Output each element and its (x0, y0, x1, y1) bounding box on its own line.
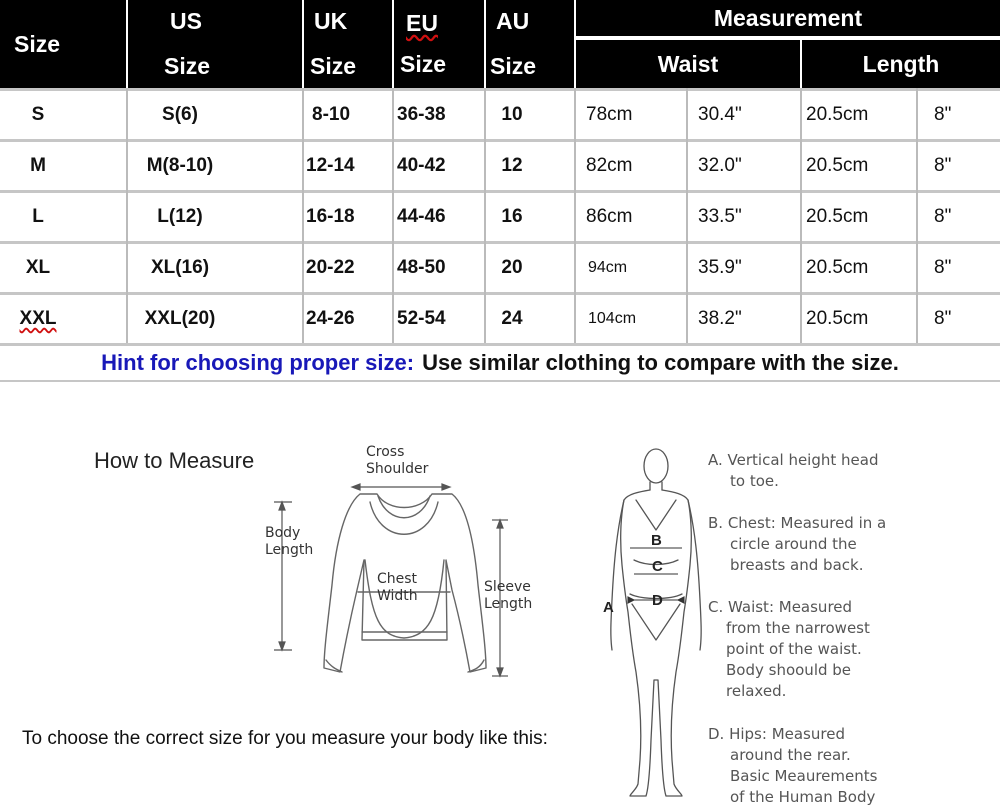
cross-shoulder-line2: Shoulder (366, 461, 429, 477)
table-cell-size (0, 295, 76, 343)
legend-d-line: around the rear. (730, 746, 851, 764)
hint-label: Hint for choosing proper size: (101, 350, 415, 375)
body-measure-figure (595, 440, 705, 805)
sleeve-length-line1: Sleeve (484, 579, 531, 595)
legend-c (708, 597, 870, 702)
table-cell-waist-in: 38.2" (698, 308, 742, 329)
table-cell-waist-cm: 78cm (586, 104, 633, 125)
header-waist: Waist (576, 40, 800, 88)
table-cell-waist-cm: 86cm (586, 206, 633, 227)
hint-text: Use similar clothing to compare with the size. (422, 350, 899, 375)
header-us (128, 0, 302, 88)
table-cell-waist-in: 30.4" (698, 104, 742, 125)
header-size: Size (0, 0, 126, 88)
legend-d (708, 724, 877, 805)
marker-d: D (652, 592, 663, 609)
table-cell-size: L (32, 206, 44, 227)
header-eu-line1: EU (406, 10, 438, 36)
table-cell-us: XL(16) (150, 257, 210, 278)
marker-c: C (652, 558, 663, 575)
header-us-line2: Size (164, 53, 211, 79)
table-cell-uk: 16-18 (306, 206, 355, 227)
table-cell-length-in: 8" (934, 206, 952, 227)
chest-width-label (377, 571, 418, 605)
marker-b: B (651, 532, 662, 549)
body-length-label (265, 525, 313, 559)
header-eu (394, 0, 484, 88)
sleeve-length-label (484, 579, 532, 613)
chest-width-line1: Chest (377, 571, 418, 587)
header-uk (304, 0, 392, 88)
table-cell-size: XL (25, 257, 51, 278)
table-cell-au: 12 (501, 155, 523, 176)
table-cell-au: 24 (501, 308, 523, 329)
header-uk-line2: Size (310, 53, 357, 79)
legend-b (708, 513, 886, 576)
header-divider (392, 0, 394, 88)
table-cell-waist-in: 33.5" (698, 206, 742, 227)
legend-c-line: Body shoould be (726, 661, 852, 679)
table-cell-length-in: 8" (934, 308, 952, 329)
table-cell-waist-cm: 94cm (588, 259, 628, 276)
table-cell-au: 20 (501, 257, 523, 278)
table-cell-eu: 36-38 (397, 104, 446, 125)
hint-divider (0, 380, 1000, 382)
table-cell-uk: 12-14 (306, 155, 355, 176)
table-cell-length-in: 8" (934, 257, 952, 278)
header-au-line1: AU (496, 8, 530, 34)
table-cell-size: M (30, 155, 46, 176)
header-divider (302, 0, 304, 88)
table-cell-size-text: XXL (19, 308, 57, 329)
header-divider (126, 0, 128, 88)
table-cell-uk: 24-26 (306, 308, 355, 329)
legend-d-line: Basic Meaurements (730, 767, 878, 785)
measure-instruction: To choose the correct size for you measure your body like this: (22, 728, 548, 749)
header-au (486, 0, 574, 88)
table-cell-uk: 8-10 (312, 104, 351, 125)
legend-d-line: of the Human Body (730, 788, 876, 805)
table-cell-length-cm: 20.5cm (806, 308, 869, 329)
header-divider (800, 40, 802, 88)
header-divider (484, 0, 486, 88)
header-length: Length (802, 40, 1000, 88)
body-length-line2: Length (265, 542, 314, 558)
table-cell-eu: 52-54 (397, 308, 446, 329)
header-divider (574, 0, 576, 88)
legend-a-line: A. Vertical height head (708, 451, 879, 469)
size-chart-table (0, 0, 1000, 340)
table-cell-waist-cm: 104cm (588, 310, 637, 327)
garment-measure-diagram (255, 440, 555, 700)
table-cell-us: L(12) (157, 206, 203, 227)
cross-shoulder-line1: Cross (366, 444, 405, 460)
legend-b-line: B. Chest: Measured in a (708, 514, 887, 532)
legend-c-line: relaxed. (726, 682, 787, 700)
header-uk-line1: UK (314, 8, 348, 34)
table-cell-eu: 40-42 (397, 155, 446, 176)
table-cell-length-cm: 20.5cm (806, 104, 869, 125)
table-cell-length-in: 8" (934, 104, 952, 125)
legend-b-line: breasts and back. (730, 556, 864, 574)
chest-width-line2: Width (377, 588, 418, 604)
table-cell-us: XXL(20) (144, 308, 216, 329)
table-cell-uk: 20-22 (306, 257, 355, 278)
header-divider (576, 37, 1000, 39)
header-measurement: Measurement (576, 0, 1000, 36)
table-cell-length-cm: 20.5cm (806, 155, 869, 176)
table-cell-length-cm: 20.5cm (806, 257, 869, 278)
how-to-measure-title: How to Measure (94, 448, 255, 473)
size-hint (0, 346, 1000, 380)
table-cell-eu: 48-50 (397, 257, 446, 278)
header-au-line2: Size (490, 53, 537, 79)
table-cell-waist-cm: 82cm (586, 155, 633, 176)
cross-shoulder-label (366, 444, 428, 478)
header-eu-line2: Size (400, 51, 447, 77)
table-cell-waist-in: 35.9" (698, 257, 742, 278)
table-cell-length-in: 8" (934, 155, 952, 176)
table-cell-eu: 44-46 (397, 206, 446, 227)
marker-a: A (603, 599, 614, 616)
legend-b-line: circle around the (730, 535, 857, 553)
legend-a (708, 450, 878, 492)
body-length-line1: Body (265, 525, 301, 541)
table-cell-au: 10 (501, 104, 523, 125)
legend-d-line: D. Hips: Measured (708, 725, 845, 743)
table-cell-us: S(6) (162, 104, 198, 125)
legend-c-line: C. Waist: Measured (708, 598, 853, 616)
table-cell-length-cm: 20.5cm (806, 206, 869, 227)
table-cell-size: S (31, 104, 45, 125)
header-us-line1: US (170, 8, 202, 34)
legend-c-line: from the narrowest (726, 619, 870, 637)
legend-a-line: to toe. (730, 472, 779, 490)
legend-c-line: point of the waist. (726, 640, 862, 658)
table-cell-us: M(8-10) (146, 155, 214, 176)
table-cell-au: 16 (501, 206, 523, 227)
table-cell-waist-in: 32.0" (698, 155, 742, 176)
sleeve-length-line2: Length (484, 596, 533, 612)
